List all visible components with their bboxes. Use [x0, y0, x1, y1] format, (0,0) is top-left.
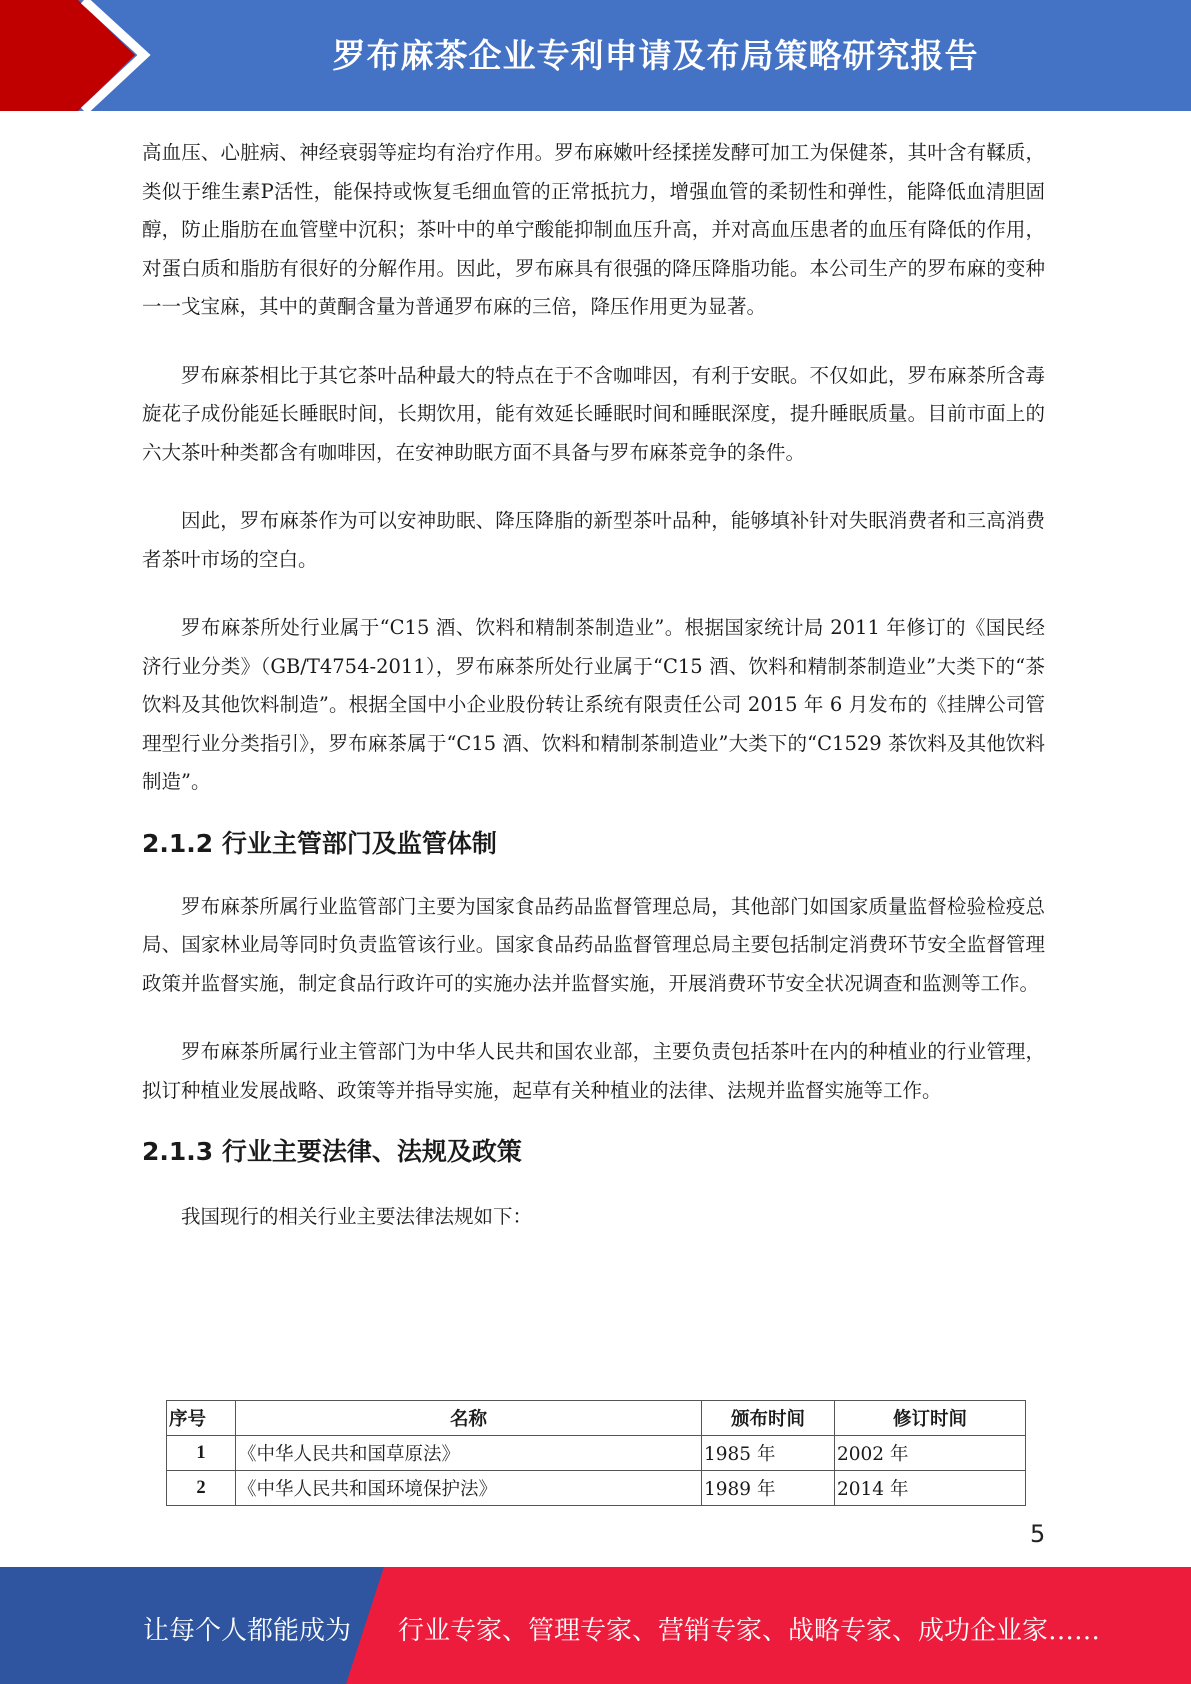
- page-footer: [0, 1567, 1191, 1684]
- paragraph-2: 罗布麻茶相比于其它茶叶品种最大的特点在于不含咖啡因，有利于安眠。不仅如此，罗布麻茶所含毒旋花子成份能延长睡眠时间，长期饮用，能有效延长睡眠时间和睡眠深度，提升睡眠质量。目前市面上的六大茶叶种类都含有咖啡因，在安神助眠方面不具备与罗布麻茶竞争的条件。: [142, 363, 1045, 464]
- table-row: [167, 1436, 1026, 1471]
- cell-revised: 2002 年: [835, 1436, 1026, 1471]
- laws-table: [166, 1400, 1026, 1506]
- header-revised: 修订时间: [835, 1401, 1026, 1436]
- paragraph-1: 高血压、心脏病、神经衰弱等症均有治疗作用。罗布麻嫩叶经揉搓发酵可加工为保健茶，其叶含有鞣质，类似于维生素P活性，能保持或恢复毛细血管的正常抵抗力，增强血管的柔韧性和弹性，能降低血清胆固醇，防止脂肪在血管壁中沉积；茶叶中的单宁酸能抑制血压升高，并对高血压患者的血压有降低的作用，对蛋白质和脂肪有很好的分解作用。因此，罗布麻具有很强的降压降脂功能。本公司生产的罗布麻的变种一一戈宝麻，其中的黄酮含量为普通罗布麻的三倍，降压作用更为显著。: [142, 141, 1045, 318]
- header-name: 名称: [236, 1401, 702, 1436]
- paragraph-3: 因此，罗布麻茶作为可以安神助眠、降压降脂的新型茶叶品种，能够填补针对失眠消费者和三高消费者茶叶市场的空白。: [142, 509, 1045, 571]
- page-number: 5: [1030, 1520, 1046, 1548]
- cell-name: 《中华人民共和国环境保护法》: [236, 1471, 702, 1506]
- table-row: [167, 1471, 1026, 1506]
- section-heading-2-1-2: 2.1.2 行业主管部门及监管体制: [142, 828, 497, 858]
- cell-name: 《中华人民共和国草原法》: [236, 1436, 702, 1471]
- footer-slogan-right: 行业专家、管理专家、营销专家、战略专家、成功企业家……: [398, 1616, 1101, 1646]
- paragraph-5: 罗布麻茶所属行业监管部门主要为国家食品药品监督管理总局，其他部门如国家质量监督检验检疫总局、国家林业局等同时负责监管该行业。国家食品药品监督管理总局主要包括制定消费环节安全监督管理政策并监督实施，制定食品行政许可的实施办法并监督实施，开展消费环节安全状况调查和监测等工作。: [142, 894, 1045, 995]
- document-body: [142, 134, 1045, 1237]
- page-header: [0, 0, 1191, 111]
- header-no: 序号: [167, 1401, 236, 1436]
- paragraph-4: 罗布麻茶所处行业属于“C15 酒、饮料和精制茶制造业”。根据国家统计局 2011 年修订的《国民经济行业分类》（GB/T4754-2011），罗布麻茶所处行业属于“C15 酒、饮料和精制茶制造业”大类下的“茶饮料及其他饮料制造”。根据全国中小企业股份转让系统有限责任公司 2015 年 6 月发布的《挂牌公司管理型行业分类指引》，罗布麻茶属于“C15 酒、饮料和精制茶制造业”大类下的“C1529 茶饮料及其他饮料制造”。: [142, 616, 1045, 793]
- cell-published: 1989 年: [702, 1471, 835, 1506]
- header-published: 颁布时间: [702, 1401, 835, 1436]
- paragraph-7: 我国现行的相关行业主要法律法规如下：: [181, 1205, 533, 1228]
- cell-no: 2: [167, 1471, 236, 1506]
- footer-slogan-left: 让每个人都能成为: [143, 1616, 352, 1646]
- cell-no: 1: [167, 1436, 236, 1471]
- cell-revised: 2014 年: [835, 1471, 1026, 1506]
- report-title: 罗布麻茶企业专利申请及布局策略研究报告: [332, 36, 979, 75]
- cell-published: 1985 年: [702, 1436, 835, 1471]
- paragraph-6: 罗布麻茶所属行业主管部门为中华人民共和国农业部，主要负责包括茶叶在内的种植业的行业管理，拟订种植业发展战略、政策等并指导实施，起草有关种植业的法律、法规并监督实施等工作。: [142, 1040, 1045, 1102]
- section-heading-2-1-3: 2.1.3 行业主要法律、法规及政策: [142, 1137, 522, 1166]
- table-header-row: [167, 1401, 1026, 1436]
- laws-table-container: [166, 1400, 1026, 1510]
